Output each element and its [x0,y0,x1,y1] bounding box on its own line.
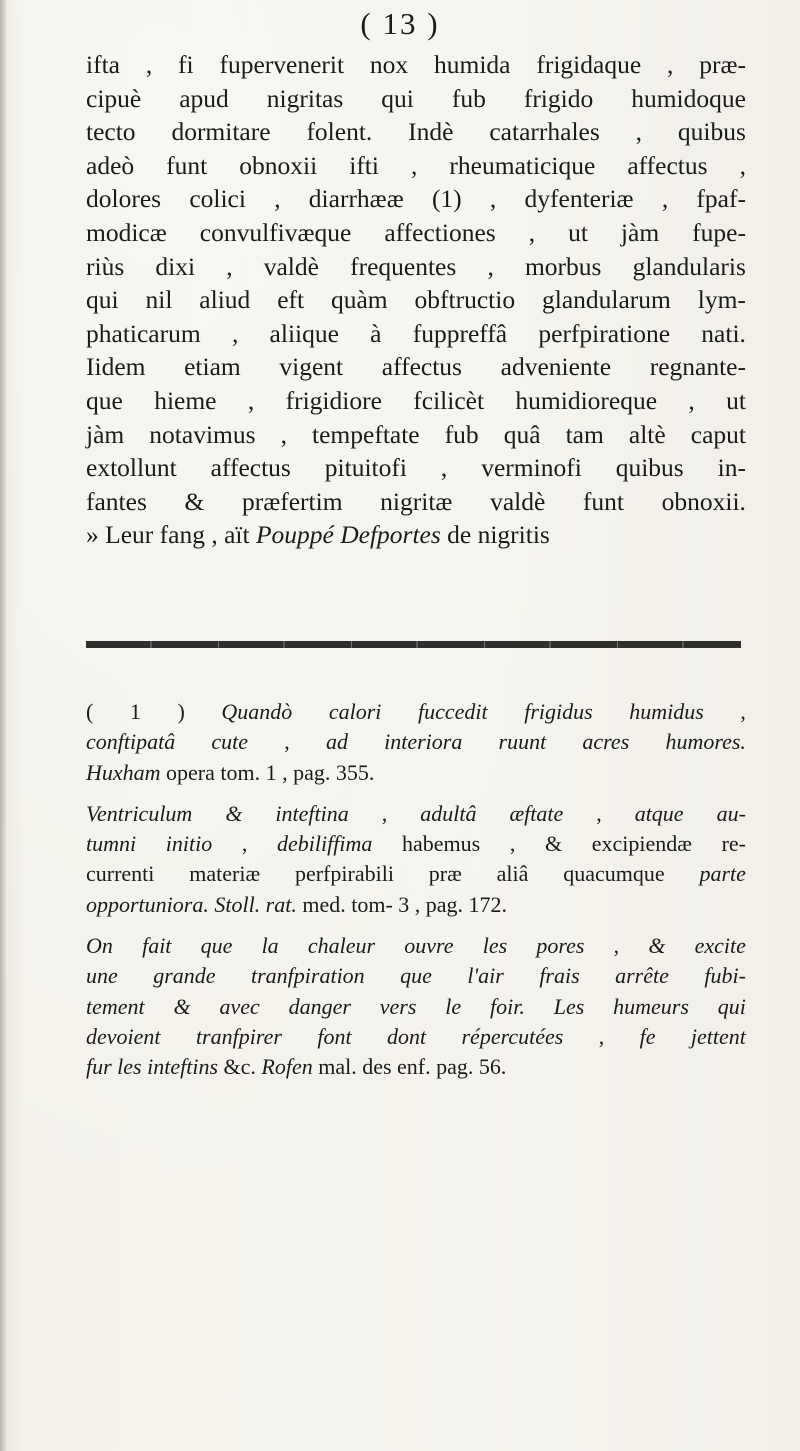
text-line: Iidem etiam vigent affectus adveniente regnante- [86,352,746,382]
text-line: cipuè apud nigritas qui fub frigido humidoque [86,83,746,113]
text-line: que hieme , frigidiore fcilicèt humidioreque , ut [86,385,746,415]
page-gutter-edge [0,0,6,1451]
footnote-line: currenti materiæ perfpirabili præ aliâ quacumque parte [86,861,746,887]
footnote-line: opportuniora. Stoll. rat. med. tom- 3 , pag. 172. [86,891,508,917]
text-line: extollunt affectus pituitofi , verminofi quibus in- [86,453,746,483]
text-line-last: » Leur fang , aït Pouppé Defportes de nigritis [86,518,746,552]
main-text [86,48,746,552]
ornamental-rule [86,641,741,648]
footnote-line: conftipatâ cute , ad interiora ruunt acres humores. [86,729,746,755]
text-line: fantes & præfertim nigritæ valdè funt obnoxii. [86,486,746,516]
text-line: qui nil aliud eft quàm obftructio glandularum lym- [86,285,746,315]
footnote-line: ( 1 ) Quandò calori fuccedit frigidus humidus , [86,699,746,724]
footnote-line: On fait que la chaleur ouvre les pores , & excite [86,933,746,959]
footnote-line: tumni initio , debiliffima habemus , & excipiendæ re- [86,831,746,857]
text-line: dolores colici , diarrhææ (1) , dyfenteriæ , fpaf- [86,184,746,214]
text-line: modicæ convulfivæque affectiones , ut jàm fupe- [86,217,746,247]
footnote-line: devoient tranfpirer font dont répercutées , fe jettent [86,1023,746,1049]
footnotes [86,697,746,1083]
footnote-line: Ventriculum & inteftina , adultâ æftate , atque au- [86,800,746,826]
text-line: tecto dormitare folent. Indè catarrhales , quibus [86,117,746,147]
page-number: ( 13 ) [360,6,440,41]
footnote-line: Huxham opera tom. 1 , pag. 355. [86,759,375,785]
text-line: adeò funt obnoxii ifti , rheumaticique affectus , [86,150,746,180]
author-name: Pouppé Defportes [255,520,441,550]
footnote-line: tement & avec danger vers le foir. Les humeurs qui [86,993,746,1019]
text-line: jàm notavimus , tempeftate fub quâ tam altè caput [86,419,746,449]
text-line: ifta , fi fupervenerit nox humida frigidaque , præ- [86,50,746,79]
text-line: phaticarum , aliique à fuppreffâ perfpiratione nati. [86,318,746,348]
text-line: riùs dixi , valdè frequentes , morbus glandularis [86,251,746,281]
footnote-line: une grande tranfpiration que l'air frais arrête fubi- [86,963,746,989]
footnote-line: fur les inteftins &c. Rofen mal. des enf. pag. 56. [86,1054,507,1080]
